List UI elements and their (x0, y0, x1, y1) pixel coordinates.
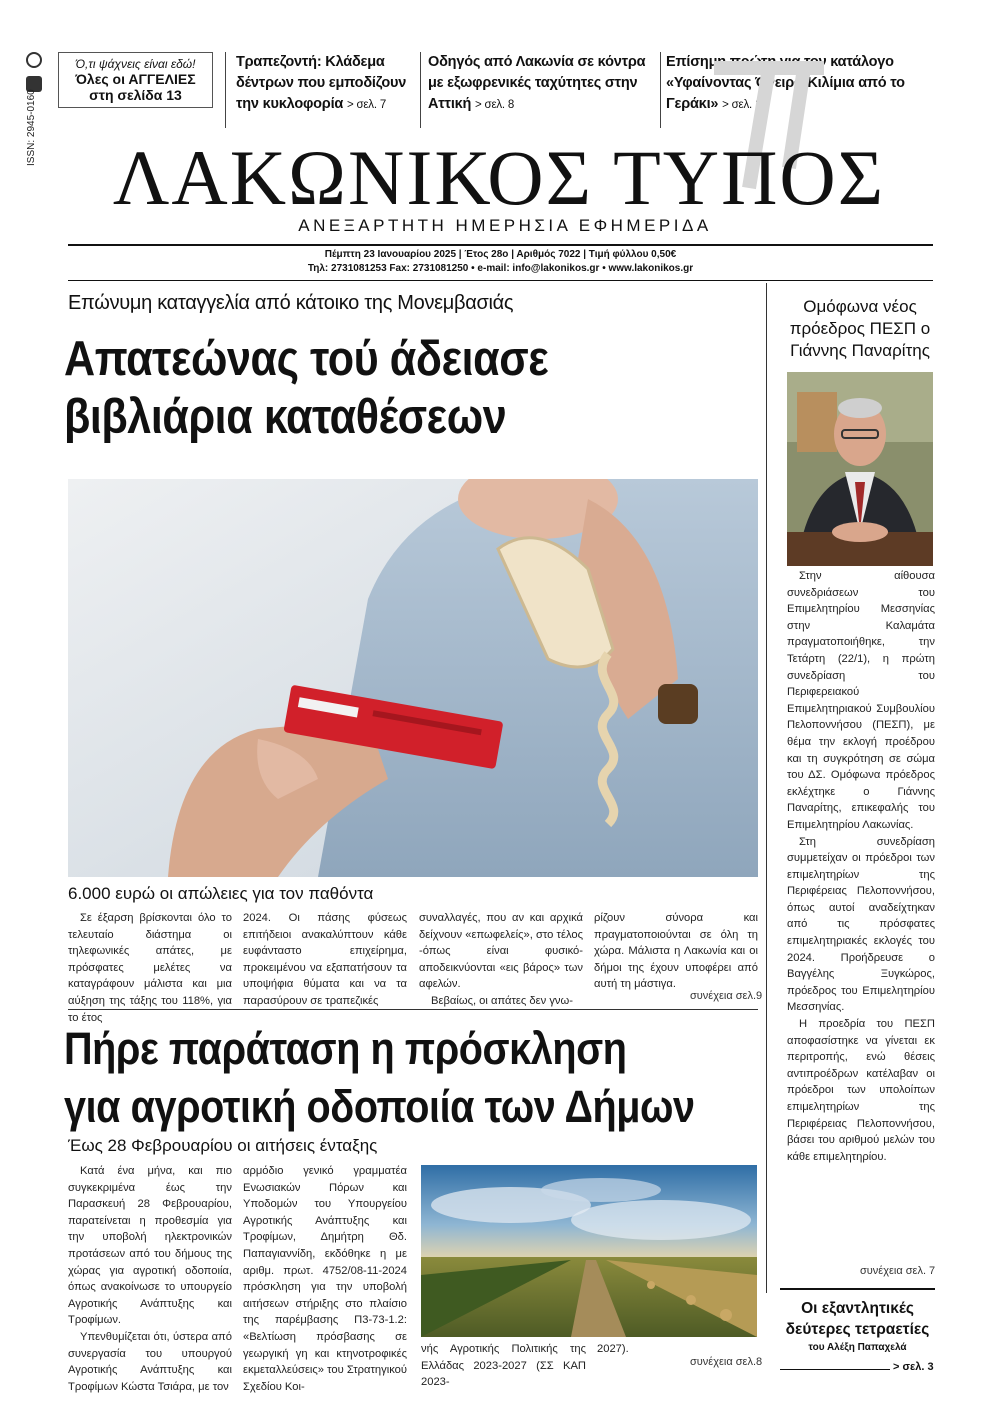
top-teaser-1-page: > σελ. 7 (346, 99, 387, 111)
main-col-2-text: 2024. Οι πάσης φύσεως επιτήδειοι ανακαλύπτουν κάθε ευφάνταστο επιχείρημα, προκειμένου να εξαπατήσουν τα υποψήφια θύματα και να τα παρασύρουν σε τραπεζικές (243, 912, 407, 1007)
top-teaser-1[interactable] (236, 52, 416, 116)
main-continued-link[interactable]: συνέχεια σελ.9 (690, 990, 763, 1002)
top-teaser-2-page: > σελ. 8 (475, 99, 515, 111)
main-headline-line2: βιβλιάρια καταθέσεων (64, 390, 507, 444)
second-col-4-text: 2027). (597, 1343, 629, 1355)
teaser-divider (420, 52, 421, 128)
masthead-rule-thin (68, 280, 933, 281)
main-kicker: Επώνυμη καταγγελία από κάτοικο της Μονεμβασιάς (68, 292, 514, 314)
masthead-rule (68, 244, 933, 246)
top-teaser-2-title: Οδηγός από Λακωνία σε κόντρα με εξωφρενικές ταχύτητες στην Αττική (428, 54, 646, 112)
main-col-4-text: ρίζουν σύνορα και πραγματοποιούνται σε όλη τη χώρα. Μάλιστα η Λακωνία και οι δήμοι της έχουν υποφέρει από αυτή τη μάστιγα. (594, 912, 758, 991)
field-photo (421, 1165, 757, 1337)
hero-photo-phone-card (68, 479, 758, 877)
second-col-3 (421, 1341, 586, 1391)
second-continued-link[interactable]: συνέχεια σελ.8 (690, 1356, 763, 1368)
second-col-1-text-a: Κατά ένα μήνα, και πιο συγκεκριμένα έως την Παρασκευή 28 Φεβρουαρίου, παρατείνεται η προθεσμία για την υποβολή ηλεκτρονικών προτάσεων από του δήμους της χώρας για αγροτική οδοποιία, όπως ανακοίνωσε το υπουργείο Αγροτικής Ανάπτυξης και Τροφίμων. (68, 1165, 232, 1327)
opinion-rule (780, 1369, 890, 1370)
newspaper-subtitle: ΑΝΕΞΑΡΤΗΤΗ ΗΜΕΡΗΣΙΑ ΕΦΗΜΕΡΙΔΑ (298, 216, 712, 235)
second-col-2 (243, 1163, 407, 1395)
second-col-1 (68, 1163, 232, 1395)
main-headline-line1: Απατεώνας τού άδειασε (64, 332, 549, 386)
masthead (64, 134, 934, 221)
second-col-3-text: νής Αγροτικής Πολιτικής της Ελλάδας 2023-2027 (ΣΣ ΚΑΠ 2023- (421, 1343, 586, 1389)
ea-logo-icon (26, 52, 42, 68)
sidebar-bottom-rule (780, 1288, 935, 1290)
main-col-2 (243, 910, 407, 1010)
main-col-4 (594, 910, 758, 993)
second-subhead: Έως 28 Φεβρουαρίου οι αιτήσεις ένταξης (68, 1136, 378, 1155)
sidebar-divider (766, 283, 767, 1293)
sidebar-p1: Στην αίθουσα συνεδριάσεων του Επιμελητηρίου Μεσσηνίας στην Καλαμάτα πραγματοποιήθηκε, την Τετάρτη (22/1), η πρώτη συνεδρίαση του Περιφερειακού Επιμελητηριακού Συμβουλίου Πελοποννήσου (ΠΕΣΠ), με θέμα την εκλογή προέδρου και τη συγκρότηση σε σώμα του ΔΣ. Ομόφωνα πρόεδρος εκλέχτηκε ο Γιάννης Παναρίτης, επικεφαλής του Επιμελητηρίου Λακωνίας. (787, 570, 935, 831)
newspaper-title: ΛΑΚΩΝΙΚΟΣ ΤΥΠΟΣ (112, 134, 886, 221)
main-subhead: 6.000 ευρώ οι απώλειες για τον παθόντα (68, 884, 374, 903)
sidebar-p2: Στη συνεδρίαση συμμετείχαν οι πρόεδροι των επιμελητηρίων της Περιφέρειας Πελοποννήσου, όπως αυτοί αναδείχτηκαν από τις πρόσφατες επιμελητηριακές εκλογές του 2024. Προήδρευσε ο Βαγγέλης Ξυγκώρος, πρόεδρος του Επιμελητηρίου Μεσσηνίας. (787, 835, 935, 1014)
second-headline-line1: Πήρε παράταση η πρόσκληση (64, 1023, 627, 1074)
dateline: Πέμπτη 23 Ιανουαρίου 2025 | Έτος 28ο | Αριθμός 7022 | Τιμή φύλλου 0,50€ (324, 249, 677, 260)
main-col-3-text-a: συναλλαγές, που αν και αρχικά δείχνουν «επωφελείς», στο τέλος -όπως είναι φυσικό- αποδεικνύονται «εις βάρος» των αφελών. (419, 912, 583, 991)
teaser-divider (225, 52, 226, 128)
ads-teaser-box[interactable] (58, 52, 213, 108)
opinion-title[interactable]: Οι εξαντλητικές δεύτερες τετραετίες (785, 1300, 930, 1338)
teaser-divider (660, 52, 661, 128)
second-col-4 (597, 1341, 657, 1358)
ads-teaser-line3: στη σελίδα 13 (89, 87, 182, 103)
top-teaser-3-title: Επίσημη πρώτη για τον κατάλογο «Υφαίνοντας Όνειρα-Κιλίμια από το Γεράκι» (666, 54, 905, 112)
top-teaser-3-page: > σελ. 11 (722, 99, 767, 111)
ads-teaser-line1: Ό,τι ψάχνεις είναι εδώ! (75, 57, 196, 71)
portrait-photo (787, 372, 933, 566)
top-teaser-2[interactable] (428, 52, 656, 116)
second-col-1-text-b: Υπενθυμίζεται ότι, ύστερα από συνεργασία του υπουργού Αγροτικής Ανάπτυξης και Τροφίμων Κώστα Τσιάρα, με τον (68, 1330, 232, 1393)
main-col-3 (419, 910, 583, 1010)
main-headline[interactable] (64, 330, 680, 446)
issn-strip (22, 48, 48, 168)
sidebar-body (787, 568, 935, 1165)
second-col-2-text: αρμόδιο γενικό γραμματέα Ενωσιακών Πόρων και Υποδομών του Υπουργείου Αγροτικής Ανάπτυξης και Τροφίμων, Δημήτρη Θδ. Παπαγιαννίδη, εκδόθηκε η με αριθμ. πρωτ. 4752/08-11-2024 πρόσκληση για την υποβολή αιτήσεων στήριξης στο πλαίσιο της παρέμβασης Π3-73-1.2: «Βελτίωση πρόσβασης σε γεωργική γη και κτηνοτροφικές εκμεταλλεύσεις» του Στρατηγικού Σχεδίου Κοι- (243, 1165, 407, 1393)
main-col-3-text-b: Βεβαίως, οι απάτες δεν γνω- (431, 994, 573, 1007)
opinion-author: του Αλέξη Παπαχελά (808, 1342, 907, 1353)
contact-line: Τηλ: 2731081253 Fax: 2731081250 • e-mail: info@lakonikos.gr • www.lakonikos.gr (307, 263, 694, 274)
second-headline[interactable] (64, 1020, 733, 1136)
issn-number: ISSN: 2945-0160 (26, 89, 37, 166)
top-teaser-1-title: Τραπεζοντή: Κλάδεμα δέντρων που εμποδίζουν την κυκλοφορία (236, 54, 407, 112)
sidebar-continued-link[interactable]: συνέχεια σελ. 7 (860, 1265, 936, 1277)
opinion-page-link[interactable]: > σελ. 3 (893, 1361, 934, 1373)
second-headline-line2: για αγροτική οδοποιία των Δήμων (64, 1081, 695, 1132)
section-divider (68, 1009, 758, 1010)
sidebar-p3: Η προεδρία του ΠΕΣΠ αποφασίστηκε να γίνεται εκ περιτροπής, ενώ θέσεις αντιπροέδρων κατέλαβαν οι πρόεδροι των υπολοίπων επιμελητηρίων της Περιφέρειας Πελοποννήσου, βάσει του αριθμού μελών του κάθε επιμελητηρίου. (787, 1018, 935, 1163)
sidebar-title[interactable]: Ομόφωνα νέος πρόεδρος ΠΕΣΠ ο Γιάννης Παναρίτης (789, 297, 931, 360)
ads-teaser-line2: Όλες οι ΑΓΓΕΛΙΕΣ (75, 71, 196, 87)
main-col-1-text: Σε έξαρση βρίσκονται όλο το τελευταίο διάστημα οι τηλεφωνικές απάτες, με πρόσφατες μελέτες να καταγράφουν μάλιστα και μια αύξηση της τάξης του 118%, για το έτος (68, 912, 232, 1024)
